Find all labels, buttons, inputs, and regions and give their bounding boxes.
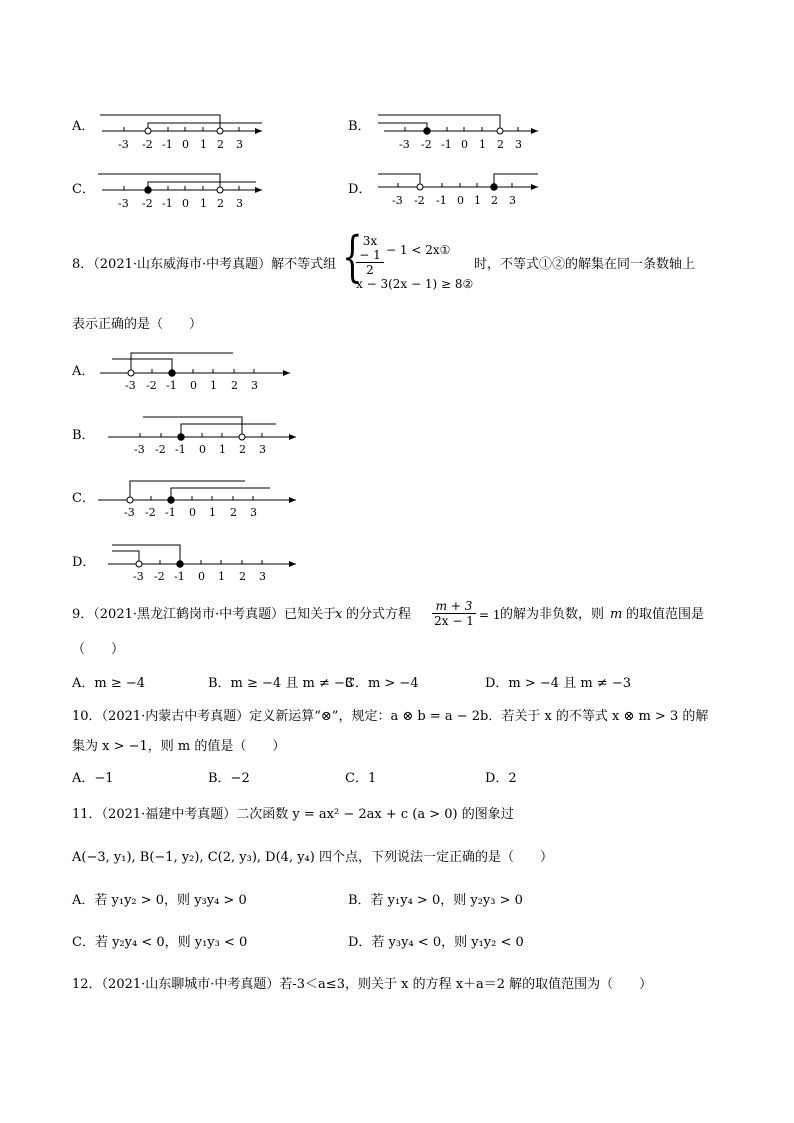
tick-label: 3 — [259, 443, 266, 456]
tick-label: 0 — [182, 197, 189, 210]
tick-label: -1 — [436, 194, 447, 207]
tick-label: -3 — [133, 570, 144, 583]
q9-fraction — [432, 599, 476, 628]
tick-label: -1 — [175, 443, 186, 456]
q7-option-c-label: C． — [72, 182, 95, 197]
q9-choice-a: A．m ≥ −4 — [72, 676, 146, 691]
tick-label: 3 — [509, 194, 516, 207]
tick-label: -1 — [165, 506, 176, 519]
q10-line1: 10．（2021·内蒙古中考真题）定义新运算“⊗”，规定：a ⊗ b = a − 2b．若关于 x 的不等式 x ⊗ m > 3 的解 — [72, 709, 709, 724]
q8-a-number-line — [100, 353, 290, 376]
tick-label: 0 — [190, 379, 197, 392]
tick-label: 1 — [219, 443, 226, 456]
q11-choice-a: A．若 y₁y₂ > 0，则 y₃y₄ > 0 — [72, 893, 247, 908]
tick-label: 3 — [251, 379, 258, 392]
q10-choice-b: B．−2 — [208, 771, 250, 786]
q9-choice-c: C．m > −4 — [345, 676, 419, 691]
q10-choice-c: C．1 — [345, 771, 377, 786]
q8-d-number-line — [108, 545, 296, 567]
q9-numerator: m + 3 — [435, 599, 473, 613]
q8-option-a-label: A． — [72, 364, 95, 379]
q9-stem-end: 的取值范围是 — [626, 607, 705, 622]
q7-option-b-label: B． — [348, 119, 371, 134]
tick-label: -2 — [146, 379, 157, 392]
tick-label: -2 — [414, 194, 425, 207]
tick-label: -2 — [421, 138, 432, 151]
tick-label: 1 — [210, 379, 217, 392]
q9-stem-suffix: 的解为非负数，则 — [500, 607, 605, 622]
tick-label: -1 — [162, 138, 173, 151]
q8-option-d-label: D． — [72, 555, 96, 570]
q9-stem-prefix: 9．（2021·黑龙江鹤岗市·中考真题）已知关于 — [72, 607, 337, 622]
q8-stem-suffix: 时，不等式①②的解集在同一条数轴上 — [474, 257, 696, 272]
tick-label: -3 — [399, 138, 410, 151]
tick-label: 3 — [236, 197, 243, 210]
q10-line2: 集为 x > −1，则 m 的值是（ ） — [72, 739, 286, 754]
tick-label: 2 — [491, 194, 498, 207]
tick-label: -1 — [166, 379, 177, 392]
q8-stem-prefix: 8．（2021·山东威海市·中考真题）解不等式组 — [72, 257, 337, 272]
tick-label: -2 — [142, 138, 153, 151]
tick-label: 2 — [217, 138, 224, 151]
tick-label: -1 — [162, 197, 173, 210]
q8-option-c-label: C． — [72, 491, 95, 506]
q8-c-number-line — [98, 481, 296, 503]
tick-label: -3 — [124, 506, 135, 519]
q8-ineq1-rest: − 1 < 2x① — [386, 243, 451, 257]
q9-answer-paren: （ ） — [72, 642, 125, 657]
tick-label: 0 — [198, 570, 205, 583]
q7-option-a-label: A． — [72, 119, 95, 134]
tick-label: 3 — [250, 506, 257, 519]
q10-choice-a: A．−1 — [72, 771, 114, 786]
tick-label: -2 — [145, 506, 156, 519]
q9-choice-b: B．m ≥ −4 且 m ≠ −3 — [208, 676, 354, 691]
q11-line2: A(−3, y₁), B(−1, y₂), C(2, y₃), D(4, y₄) 四个点，下列说法一定正确的是（ ） — [72, 850, 553, 865]
q9-denominator: 2x − 1 — [432, 613, 476, 628]
tick-label: 1 — [200, 197, 207, 210]
tick-label: -3 — [134, 443, 145, 456]
tick-label: 2 — [230, 506, 237, 519]
tick-label: -2 — [154, 570, 165, 583]
tick-label: 1 — [479, 138, 486, 151]
tick-label: 1 — [474, 194, 481, 207]
q10-choice-d: D．2 — [485, 771, 517, 786]
q8-b-number-line — [108, 417, 296, 440]
tick-label: 3 — [515, 138, 522, 151]
q9-var-x: x — [335, 607, 343, 622]
q11-choice-b: B．若 y₁y₄ > 0，则 y₂y₃ > 0 — [348, 893, 523, 908]
q8-ineq1-numerator: 3x − 1 — [359, 234, 381, 262]
tick-label: -1 — [174, 570, 185, 583]
q11-choice-c: C．若 y₂y₄ < 0，则 y₁y₃ < 0 — [72, 935, 248, 950]
tick-label: 0 — [189, 506, 196, 519]
tick-label: 3 — [259, 570, 266, 583]
tick-label: -3 — [125, 379, 136, 392]
tick-label: 0 — [461, 138, 468, 151]
q12-line1: 12．（2021·山东聊城市·中考真题）若-3＜a≤3，则关于 x 的方程 x＋a＝2 解的取值范围为（ ） — [72, 977, 653, 992]
tick-label: 1 — [209, 506, 216, 519]
tick-label: 2 — [497, 138, 504, 151]
tick-label: -1 — [441, 138, 452, 151]
tick-label: -2 — [142, 197, 153, 210]
tick-label: 0 — [182, 138, 189, 151]
q11-choice-d: D．若 y₃y₄ < 0，则 y₁y₂ < 0 — [348, 935, 524, 950]
q9-choice-d: D．m > −4 且 m ≠ −3 — [485, 676, 631, 691]
tick-label: 2 — [239, 570, 246, 583]
q7-option-d-label: D． — [348, 182, 372, 197]
tick-label: 0 — [457, 194, 464, 207]
tick-label: 3 — [236, 138, 243, 151]
tick-label: 1 — [200, 138, 207, 151]
q8-stem-line2: 表示正确的是（ ） — [72, 317, 203, 332]
tick-label: 0 — [199, 443, 206, 456]
q8-ineq1-denominator: 2 — [356, 262, 384, 277]
q9-stem-mid: 的分式方程 — [346, 607, 412, 622]
q9-equals-one: = 1 — [479, 608, 501, 622]
q9-var-m: m — [610, 607, 623, 622]
tick-label: 2 — [217, 197, 224, 210]
q8-ineq2: x − 3(2x − 1) ≥ 8② — [356, 277, 474, 291]
q8-brace: { — [342, 225, 363, 288]
tick-label: -3 — [118, 197, 129, 210]
q11-line1: 11．（2021·福建中考真题）二次函数 y = ax² − 2ax + c (a > 0) 的图象过 — [72, 807, 514, 822]
tick-label: 2 — [239, 443, 246, 456]
tick-label: 1 — [218, 570, 225, 583]
tick-label: 2 — [231, 379, 238, 392]
tick-label: -2 — [155, 443, 166, 456]
q8-option-b-label: B． — [72, 428, 95, 443]
tick-label: -3 — [392, 194, 403, 207]
tick-label: -3 — [118, 138, 129, 151]
